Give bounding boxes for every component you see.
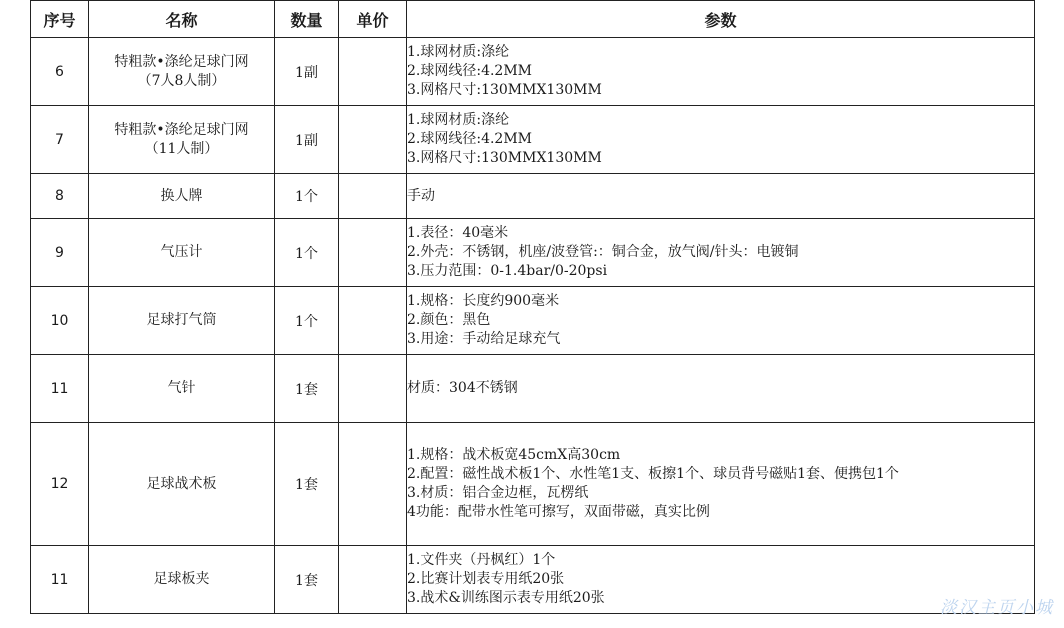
cell-name — [89, 219, 275, 287]
name-line: 足球战术板 — [146, 475, 217, 492]
param-line: 2.球网线径:4.2MM — [407, 131, 533, 147]
param-line: 手动 — [407, 187, 435, 204]
param-line: 1.球网材质:涤纶 — [407, 112, 510, 128]
cell-seq: 12 — [31, 423, 89, 546]
table-row — [31, 423, 1035, 546]
cell-params — [407, 106, 1035, 174]
cell-params — [407, 423, 1035, 546]
table-row — [31, 546, 1035, 614]
param-line: 4功能：配带水性笔可擦写，双面带磁，真实比例 — [407, 504, 710, 520]
cell-price — [339, 546, 407, 614]
cell-qty: 1副 — [275, 38, 339, 106]
cell-qty: 1个 — [275, 287, 339, 355]
name-line: 足球板夹 — [153, 571, 210, 587]
name-line: 换人牌 — [160, 187, 203, 204]
cell-price — [339, 355, 407, 423]
param-line: 材质：304不锈钢 — [407, 380, 518, 396]
table-row — [31, 355, 1035, 423]
header-name: 名称 — [89, 1, 275, 38]
cell-qty: 1个 — [275, 174, 339, 219]
header-row — [31, 1, 1035, 38]
cell-seq: 7 — [31, 106, 89, 174]
cell-qty: 1副 — [275, 106, 339, 174]
cell-params — [407, 355, 1035, 423]
cell-params — [407, 219, 1035, 287]
cell-params — [407, 174, 1035, 219]
cell-name — [89, 106, 275, 174]
header-params: 参数 — [407, 1, 1035, 38]
cell-price — [339, 423, 407, 546]
spec-table — [30, 0, 1035, 614]
cell-name — [89, 546, 275, 614]
cell-name — [89, 174, 275, 219]
cell-price — [339, 38, 407, 106]
cell-params — [407, 38, 1035, 106]
name-line: 特粗款•涤纶足球门网 — [114, 121, 249, 138]
param-line: 2.球网线径:4.2MM — [407, 63, 533, 79]
cell-name — [89, 423, 275, 546]
cell-seq: 6 — [31, 38, 89, 106]
cell-seq: 11 — [31, 546, 89, 614]
table-row — [31, 38, 1035, 106]
param-line: 2.外壳：不锈钢，机座/波登管:：铜合金，放气阀/针头：电镀铜 — [407, 244, 799, 260]
param-line: 3.用途：手动给足球充气 — [407, 331, 561, 347]
cell-seq: 9 — [31, 219, 89, 287]
header-price: 单价 — [339, 1, 407, 38]
name-line: 气针 — [167, 380, 196, 396]
name-line: （7人8人制） — [137, 72, 226, 89]
watermark: 淡汉主页小城 — [940, 598, 1054, 618]
table-row — [31, 287, 1035, 355]
cell-seq: 8 — [31, 174, 89, 219]
cell-seq: 10 — [31, 287, 89, 355]
param-line: 1.规格：长度约900毫米 — [407, 293, 560, 309]
cell-qty: 1套 — [275, 355, 339, 423]
cell-price — [339, 174, 407, 219]
table-row — [31, 219, 1035, 287]
cell-params — [407, 287, 1035, 355]
param-line: 1.规格：战术板宽45cmX高30cm — [407, 447, 621, 463]
cell-name — [89, 287, 275, 355]
param-line: 2.配置：磁性战术板1个、水性笔1支、板擦1个、球员背号磁贴1套、便携包1个 — [407, 466, 899, 482]
cell-qty: 1个 — [275, 219, 339, 287]
name-line: 特粗款•涤纶足球门网 — [114, 53, 249, 70]
table-row — [31, 174, 1035, 219]
cell-price — [339, 106, 407, 174]
cell-qty: 1套 — [275, 423, 339, 546]
param-line: 3.网格尺寸:130MMX130MM — [407, 150, 602, 166]
param-line: 3.网格尺寸:130MMX130MM — [407, 82, 602, 98]
param-line: 3.战术&训练图示表专用纸20张 — [407, 590, 605, 606]
header-qty: 数量 — [275, 1, 339, 38]
name-line: 气压计 — [160, 244, 203, 260]
param-line: 2.颜色：黑色 — [407, 312, 491, 328]
cell-qty: 1套 — [275, 546, 339, 614]
cell-price — [339, 287, 407, 355]
param-line: 2.比赛计划表专用纸20张 — [407, 571, 565, 587]
param-line: 1.表径：40毫米 — [407, 225, 509, 241]
name-line: （11人制） — [144, 140, 219, 157]
name-line: 足球打气筒 — [146, 312, 217, 328]
cell-seq: 11 — [31, 355, 89, 423]
param-line: 1.球网材质:涤纶 — [407, 44, 510, 60]
cell-name — [89, 38, 275, 106]
param-line: 3.压力范围：0-1.4bar/0-20psi — [407, 263, 608, 279]
table-row — [31, 106, 1035, 174]
param-line: 1.文件夹（丹枫红）1个 — [407, 552, 556, 568]
cell-price — [339, 219, 407, 287]
param-line: 3.材质：铝合金边框，瓦楞纸 — [407, 485, 589, 501]
header-seq: 序号 — [31, 1, 89, 38]
cell-name — [89, 355, 275, 423]
